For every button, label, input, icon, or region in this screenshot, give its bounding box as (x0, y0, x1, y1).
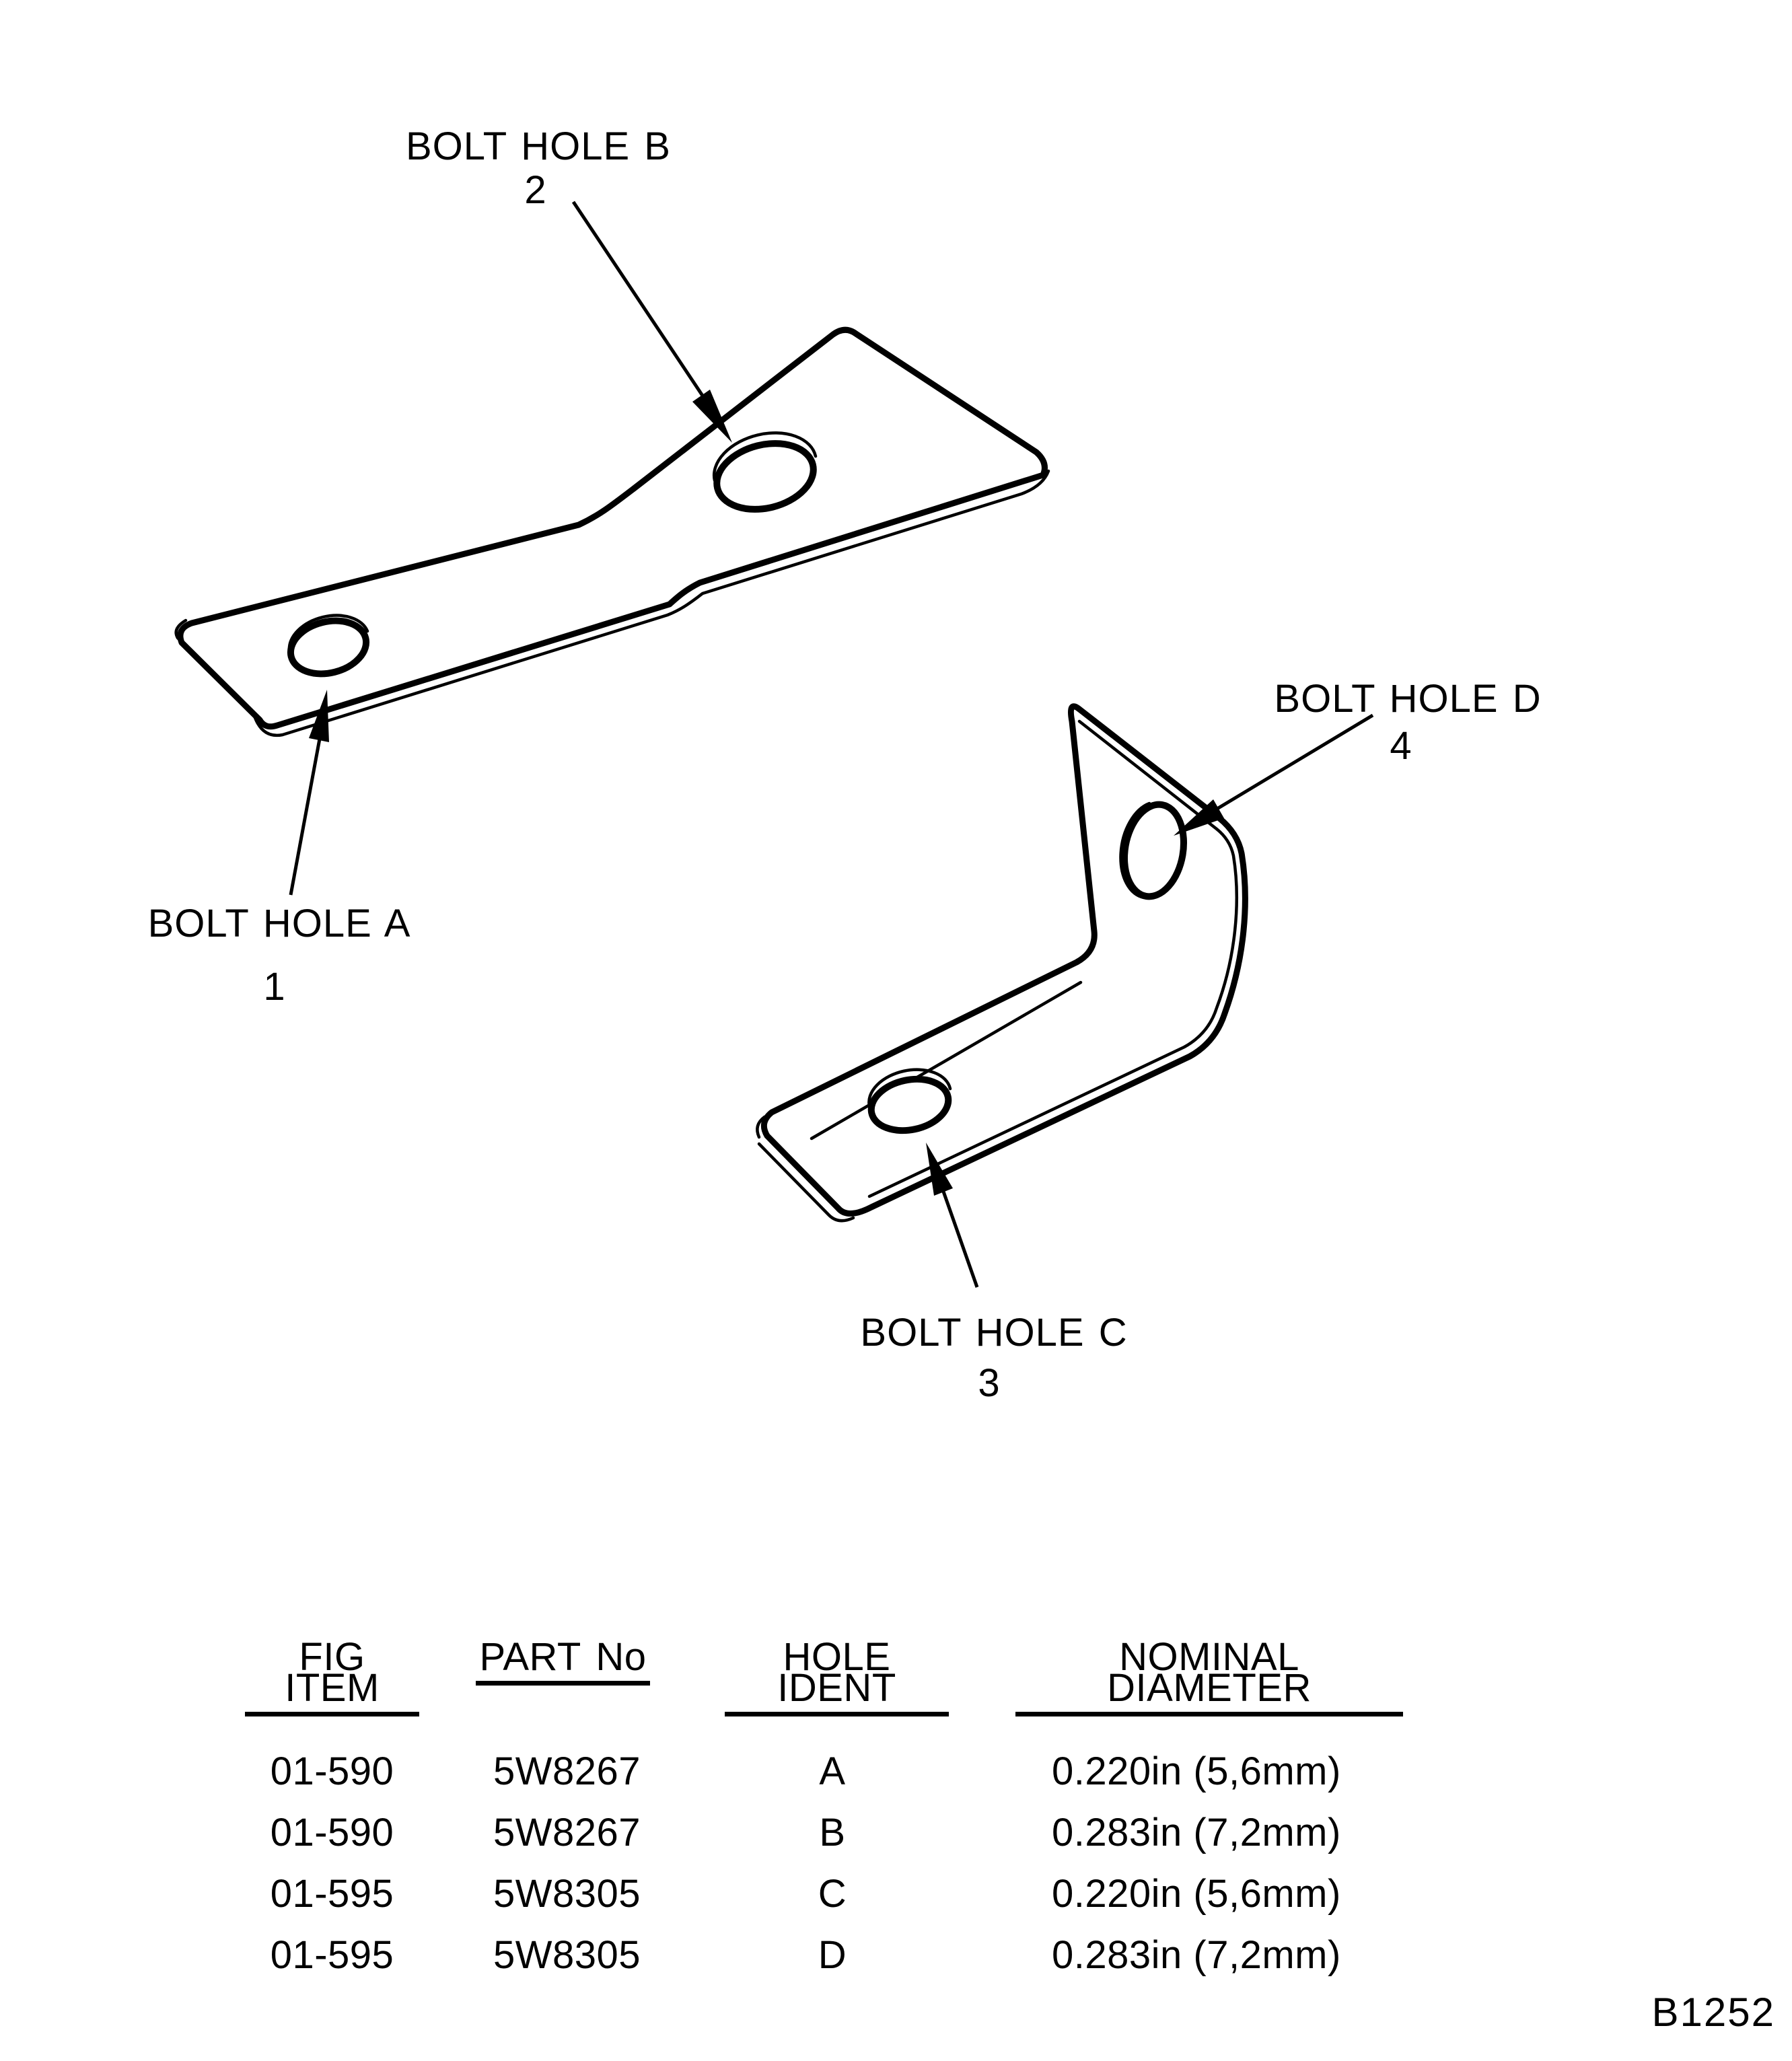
cell-part-no: 5W8267 (493, 1811, 641, 1854)
cell-hole-ident: B (819, 1811, 846, 1854)
leader-line-bolt-hole-d (1216, 715, 1373, 809)
callout-bolt-hole-b-number: 2 (524, 168, 547, 212)
cell-nominal-diameter: 0.283in (7,2mm) (1052, 1933, 1341, 1977)
part-angle-bracket (757, 707, 1245, 1221)
leader-line-bolt-hole-a (291, 739, 320, 895)
cell-fig-item: 01-595 (270, 1933, 394, 1977)
leader-line-bolt-hole-c (943, 1190, 977, 1287)
table-row (245, 1802, 1403, 1863)
cell-part-no: 5W8305 (493, 1933, 641, 1977)
callout-bolt-hole-d-number: 4 (1390, 724, 1412, 768)
cell-nominal-diameter: 0.220in (5,6mm) (1052, 1749, 1341, 1793)
callout-bolt-hole-d-label: BOLT HOLE D (1274, 677, 1542, 721)
cell-fig-item: 01-590 (270, 1811, 394, 1854)
cell-nominal-diameter: 0.283in (7,2mm) (1052, 1811, 1341, 1854)
cell-fig-item: 01-595 (270, 1872, 394, 1916)
drawing-reference-number: B1252 (1651, 1990, 1775, 2035)
cell-part-no: 5W8267 (493, 1749, 641, 1793)
table-header-row (245, 1635, 1403, 1716)
cell-fig-item: 01-590 (270, 1749, 394, 1793)
callout-bolt-hole-a-label: BOLT HOLE A (147, 902, 411, 945)
column-header-hole-ident: HOLE IDENT (725, 1642, 949, 1716)
callout-bolt-hole-a-number: 1 (263, 965, 286, 1009)
leader-line-bolt-hole-b (573, 202, 704, 398)
callout-bolt-hole-c-number: 3 (978, 1361, 1001, 1405)
cell-hole-ident: C (818, 1872, 847, 1916)
column-header-nominal-diameter: NOMINAL DIAMETER (1015, 1642, 1403, 1716)
cell-part-no: 5W8305 (493, 1872, 641, 1916)
cell-nominal-diameter: 0.220in (5,6mm) (1052, 1872, 1341, 1916)
column-header-part-no: PART No (476, 1642, 650, 1686)
table-row (245, 1863, 1403, 1924)
table-body (245, 1741, 1403, 1986)
angle-bracket-outline (764, 707, 1245, 1214)
table-row (245, 1924, 1403, 1986)
cell-hole-ident: D (818, 1933, 847, 1977)
hole-diameter-table (245, 1635, 1403, 1986)
callout-bolt-hole-b-label: BOLT HOLE B (406, 124, 671, 168)
callout-bolt-hole-c-label: BOLT HOLE C (860, 1311, 1128, 1354)
column-header-fig-item: FIG ITEM (245, 1642, 419, 1716)
part-shim-plate (176, 330, 1048, 735)
table-row (245, 1741, 1403, 1802)
cell-hole-ident: A (819, 1749, 846, 1793)
